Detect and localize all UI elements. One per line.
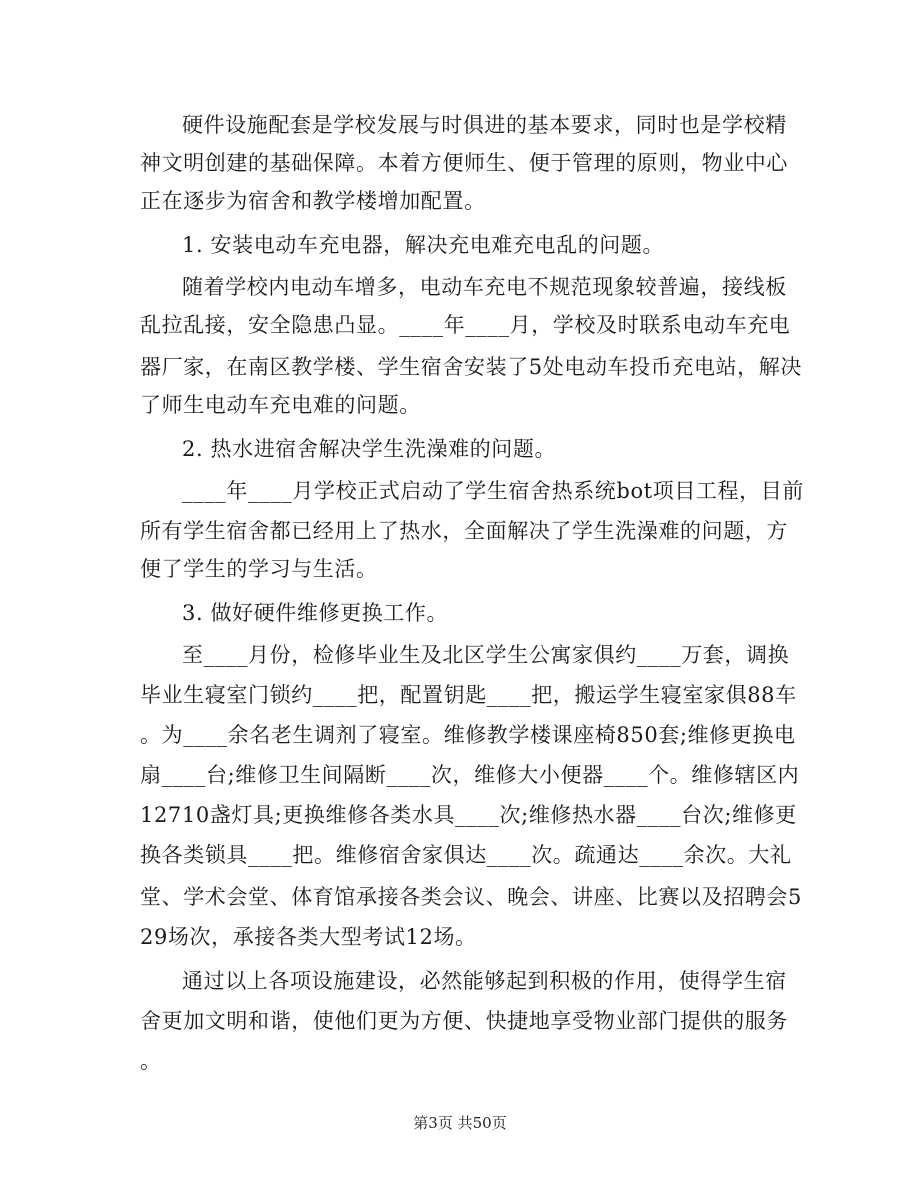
paragraph-line: 随着学校内电动车增多，电动车充电不规范现象较普遍，接线板 <box>182 275 787 299</box>
paragraph-line: 器厂家，在南区教学楼、学生宿舍安装了5处电动车投币充电站，解决 <box>140 355 802 379</box>
paragraph-line: 通过以上各项设施建设，必然能够起到积极的作用，使得学生宿 <box>182 969 787 993</box>
paragraph-line: 正在逐步为宿舍和教学楼增加配置。 <box>140 189 486 213</box>
paragraph-line: ____年____月学校正式启动了学生宿舍热系统bot项目工程，目前 <box>182 479 804 503</box>
paragraph-line: 堂、学术会堂、体育馆承接各类会议、晚会、讲座、比赛以及招聘会5 <box>140 885 802 909</box>
paragraph-line: 硬件设施配套是学校发展与时俱进的基本要求，同时也是学校精 <box>182 113 787 137</box>
page-number: 第3页 共50页 <box>413 1114 507 1132</box>
section-heading-3: 3. 做好硬件维修更换工作。 <box>182 601 449 625</box>
paragraph-line: 舍更加文明和谐，使他们更为方便、快捷地享受物业部门提供的服务 <box>140 1009 788 1033</box>
paragraph-line: 了师生电动车充电难的问题。 <box>140 393 421 417</box>
paragraph-line: 神文明创建的基础保障。本着方便师生、便于管理的原则，物业中心 <box>140 151 788 175</box>
paragraph-line: 毕业生寝室门锁约____把，配置钥匙____把，搬运学生寝室家俱88车 <box>140 683 797 707</box>
paragraph-line: 扇____台;维修卫生间隔断____次，维修大小便器____个。维修辖区内 <box>140 763 800 787</box>
paragraph-line: 至____月份，检修毕业生及北区学生公寓家俱约____万套，调换 <box>182 643 790 667</box>
paragraph-line: 29场次，承接各类大型考试12场。 <box>140 925 477 949</box>
paragraph-line: 。为____余名老生调剂了寝室。维修教学楼课座椅850套;维修更换电 <box>140 723 796 747</box>
paragraph-line: 所有学生宿舍都已经用上了热水，全面解决了学生洗澡难的问题，方 <box>140 519 788 543</box>
paragraph-line: 。 <box>140 1049 162 1073</box>
paragraph-line: 乱拉乱接，安全隐患凸显。____年____月，学校及时联系电动车充电 <box>140 313 791 337</box>
paragraph-line: 便了学生的学习与生活。 <box>140 557 378 581</box>
paragraph-line: 换各类锁具____把。维修宿舍家俱达____次。疏通达____余次。大礼 <box>140 843 792 867</box>
paragraph-line: 12710盏灯具;更换维修各类水具____次;维修热水器____台次;维修更 <box>140 803 797 827</box>
section-heading-2: 2. 热水进宿舍解决学生洗澡难的问题。 <box>182 437 557 461</box>
section-heading-1: 1. 安装电动车充电器，解决充电难充电乱的问题。 <box>182 233 665 257</box>
